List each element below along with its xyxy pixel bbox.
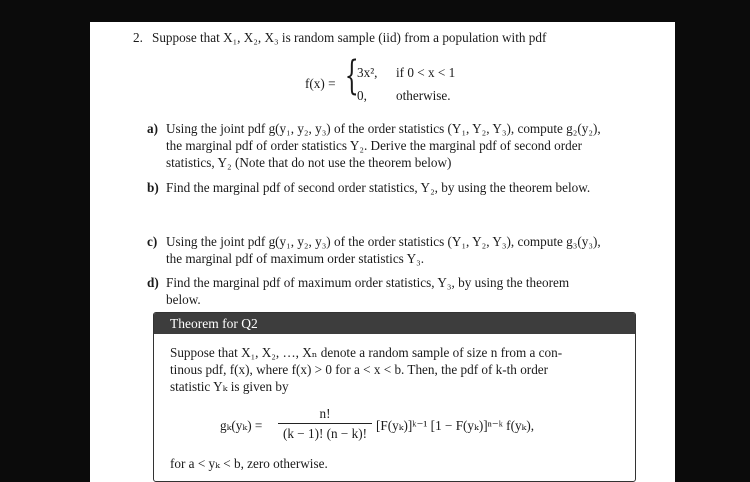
formula-numerator: n! xyxy=(319,406,331,421)
pdf-lhs: f(x) = xyxy=(305,76,336,91)
question-number: 2. xyxy=(133,30,143,45)
pdf-case1-value: 3x², xyxy=(357,65,378,80)
left-brace-icon: { xyxy=(344,53,359,99)
fraction-bar xyxy=(278,423,372,424)
formula-lhs: gₖ(yₖ) = xyxy=(220,418,263,433)
part-d-label: d) xyxy=(147,275,159,290)
pdf-case2-condition: otherwise. xyxy=(396,88,451,103)
theorem-line-3: statistic Yₖ is given by xyxy=(170,379,289,394)
formula-denominator: (k − 1)! (n − k)! xyxy=(282,426,368,441)
part-a-line-3: statistics, Y₂ (Note that do not use the theorem below) xyxy=(166,155,452,170)
theorem-box xyxy=(153,312,636,482)
pdf-case2-value: 0, xyxy=(357,88,367,103)
part-d-line-1: Find the marginal pdf of maximum order statistics, Y₃, by using the theorem xyxy=(166,275,570,290)
part-a-line-1: Using the joint pdf g(y₁, y₂, y₃) of the order statistics (Y₁, Y₂, Y₃), compute g₂(y₂), xyxy=(166,121,601,136)
top-dark-border xyxy=(0,0,750,22)
part-b-label: b) xyxy=(147,180,159,195)
question-intro: Suppose that X₁, X₂, X₃ is random sample (iid) from a population with pdf xyxy=(152,30,547,45)
part-a-line-2: the marginal pdf of order statistics Y₂. Derive the marginal pdf of second order xyxy=(166,138,582,153)
formula-rhs: [F(yₖ)]ᵏ⁻¹ [1 − F(yₖ)]ⁿ⁻ᵏ f(yₖ), xyxy=(376,418,535,433)
left-dark-border xyxy=(0,0,90,482)
document-page xyxy=(90,22,675,482)
part-c-line-1: Using the joint pdf g(y₁, y₂, y₃) of the order statistics (Y₁, Y₂, Y₃), compute g₃(y₃), xyxy=(166,234,601,249)
theorem-title: Theorem for Q2 xyxy=(154,313,635,334)
part-a-label: a) xyxy=(147,121,158,136)
right-dark-border xyxy=(675,0,750,482)
theorem-line-1: Suppose that X₁, X₂, …, Xₙ denote a random sample of size n from a con- xyxy=(170,345,563,360)
part-c-line-2: the marginal pdf of maximum order statistics Y₃. xyxy=(166,251,425,266)
theorem-footer: for a < yₖ < b, zero otherwise. xyxy=(170,456,328,471)
part-c-label: c) xyxy=(147,234,158,249)
theorem-line-2: tinous pdf, f(x), where f(x) > 0 for a < x < b. Then, the pdf of k-th order xyxy=(170,362,549,377)
part-d-line-2: below. xyxy=(166,292,201,307)
part-b-line-1: Find the marginal pdf of second order statistics, Y₂, by using the theorem below. xyxy=(166,180,591,195)
pdf-case1-condition: if 0 < x < 1 xyxy=(396,65,456,80)
